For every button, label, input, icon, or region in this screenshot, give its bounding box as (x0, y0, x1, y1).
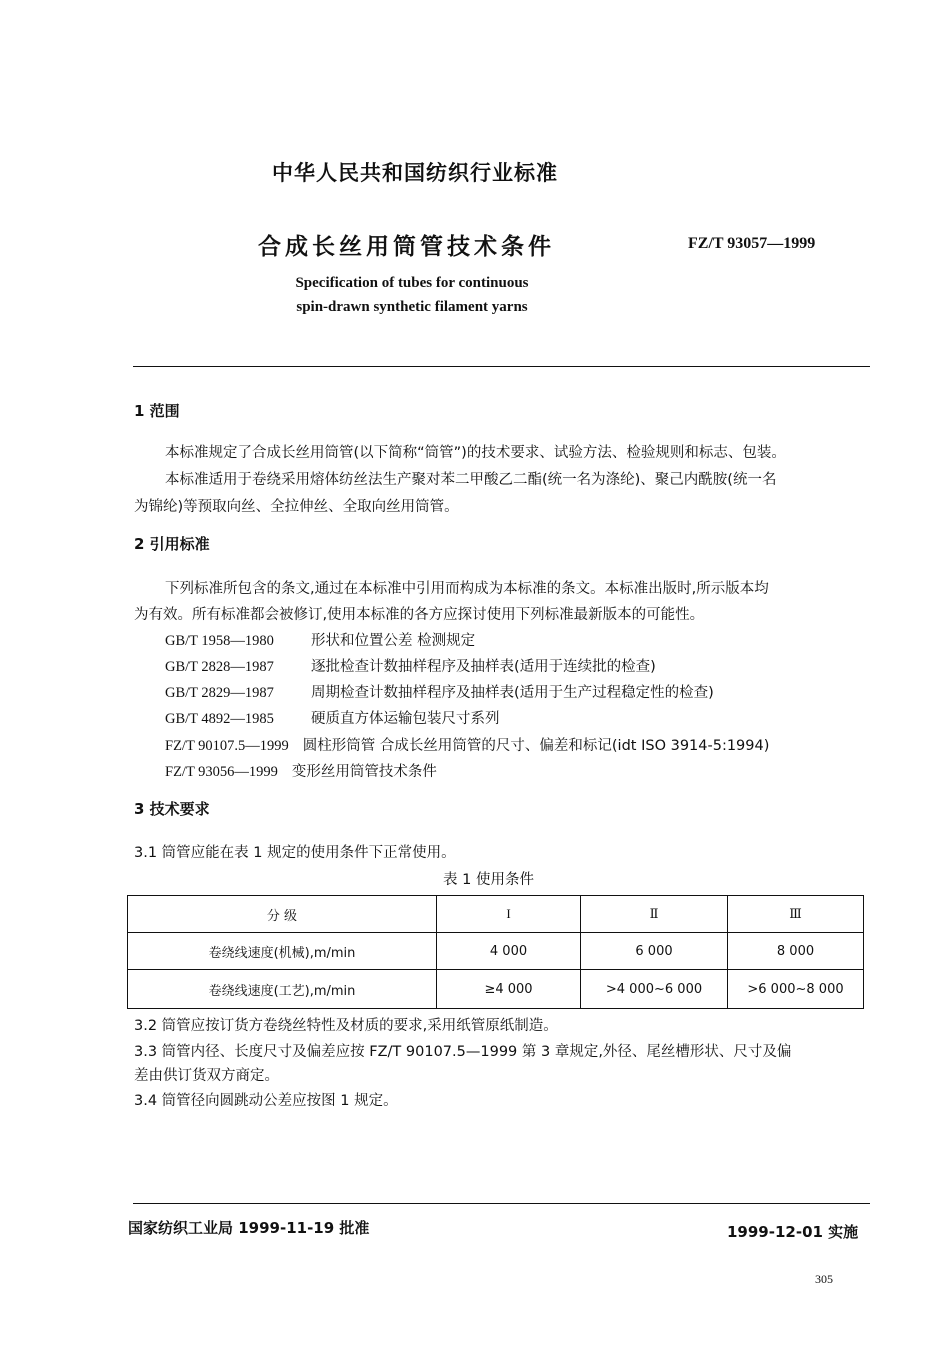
approval-line: 国家纺织工业局 1999-11-19 批准 (128, 1219, 370, 1237)
section-1-heading: 1 范围 (134, 402, 180, 420)
reference-code: GB/T 2828—1987 (165, 659, 274, 675)
clause-3-3-line-2: 差由供订货双方商定。 (134, 1068, 279, 1084)
table-row (128, 970, 864, 1009)
table-row (128, 933, 864, 970)
table-header-row (128, 896, 864, 933)
section-1-paragraph-2-line-2: 为锦纶)等预取向丝、全拉伸丝、全取向丝用筒管。 (134, 499, 459, 515)
section-2-intro-line-2: 为有效。所有标准都会被修订,使用本标准的各方应探讨使用下列标准最新版本的可能性。 (134, 607, 705, 623)
reference-title: 周期检查计数抽样程序及抽样表(适用于生产过程稳定性的检查) (311, 685, 714, 701)
section-2-heading: 2 引用标准 (134, 535, 210, 553)
reference-code: FZ/T 90107.5—1999 (165, 738, 289, 754)
table-cell: 卷绕线速度(工艺),m/min (128, 970, 437, 1009)
table-header-cell: Ⅱ (581, 896, 728, 933)
section-2-intro-line-1: 下列标准所包含的条文,通过在本标准中引用而构成为本标准的条文。本标准出版时,所示版本均 (165, 581, 769, 597)
table-cell: >6 000~8 000 (728, 970, 864, 1009)
reference-item (165, 734, 769, 755)
section-3-heading: 3 技术要求 (134, 800, 210, 818)
table-cell: ≥4 000 (437, 970, 581, 1009)
reference-item (165, 655, 656, 676)
clause-3-1: 3.1 筒管应能在表 1 规定的使用条件下正常使用。 (134, 845, 456, 861)
document-title-english-line-1: Specification of tubes for continuous (295, 275, 529, 291)
clause-3-4: 3.4 筒管径向圆跳动公差应按图 1 规定。 (134, 1093, 398, 1109)
reference-code: GB/T 4892—1985 (165, 711, 274, 727)
clause-3-3-line-1: 3.3 筒管内径、长度尺寸及偏差应按 FZ/T 90107.5—1999 第 3 章规定,外径、尾丝槽形状、尺寸及偏 (134, 1044, 792, 1060)
reference-code: FZ/T 93056—1999 (165, 764, 278, 780)
reference-title: 变形丝用筒管技术条件 (291, 764, 437, 780)
document-title-chinese: 合成长丝用筒管技术条件 (258, 234, 555, 260)
clause-3-2: 3.2 筒管应按订货方卷绕丝特性及材质的要求,采用纸管原纸制造。 (134, 1018, 558, 1034)
table-cell: 6 000 (581, 933, 728, 970)
table-header-cell: 分 级 (128, 896, 437, 933)
table-cell: 8 000 (728, 933, 864, 970)
table-header-cell: Ⅲ (728, 896, 864, 933)
reference-title: 形状和位置公差 检测规定 (311, 633, 476, 649)
reference-code: GB/T 1958—1980 (165, 633, 274, 649)
table-cell: >4 000~6 000 (581, 970, 728, 1009)
reference-title: 圆柱形筒管 合成长丝用筒管的尺寸、偏差和标记(idt ISO 3914-5:1994) (302, 738, 770, 754)
table-cell: 卷绕线速度(机械),m/min (128, 933, 437, 970)
footer-divider (133, 1203, 870, 1204)
reference-title: 硬质直方体运输包装尺寸系列 (311, 711, 500, 727)
standard-number: FZ/T 93057—1999 (688, 235, 816, 252)
reference-code: GB/T 2829—1987 (165, 685, 274, 701)
reference-item (165, 707, 500, 728)
section-1-paragraph-2-line-1: 本标准适用于卷绕采用熔体纺丝法生产聚对苯二甲酸乙二酯(统一名为涤纶)、聚己内酰胺(统一名 (165, 472, 777, 488)
issuing-organization: 中华人民共和国纺织行业标准 (272, 161, 558, 185)
page-number: 305 (815, 1272, 833, 1286)
table-header-cell: I (437, 896, 581, 933)
section-1-paragraph-1: 本标准规定了合成长丝用筒管(以下简称“筒管”)的技术要求、试验方法、检验规则和标志、包装。 (165, 445, 786, 461)
header-divider (133, 366, 870, 367)
reference-item (165, 629, 475, 650)
effective-date: 1999-12-01 实施 (727, 1223, 859, 1241)
reference-title: 逐批检查计数抽样程序及抽样表(适用于连续批的检查) (311, 659, 656, 675)
document-title-english-line-2: spin-drawn synthetic filament yarns (296, 299, 528, 315)
usage-conditions-table (127, 895, 864, 1009)
table-1-caption: 表 1 使用条件 (443, 872, 534, 888)
reference-item (165, 681, 714, 702)
reference-item (165, 760, 437, 781)
table-cell: 4 000 (437, 933, 581, 970)
